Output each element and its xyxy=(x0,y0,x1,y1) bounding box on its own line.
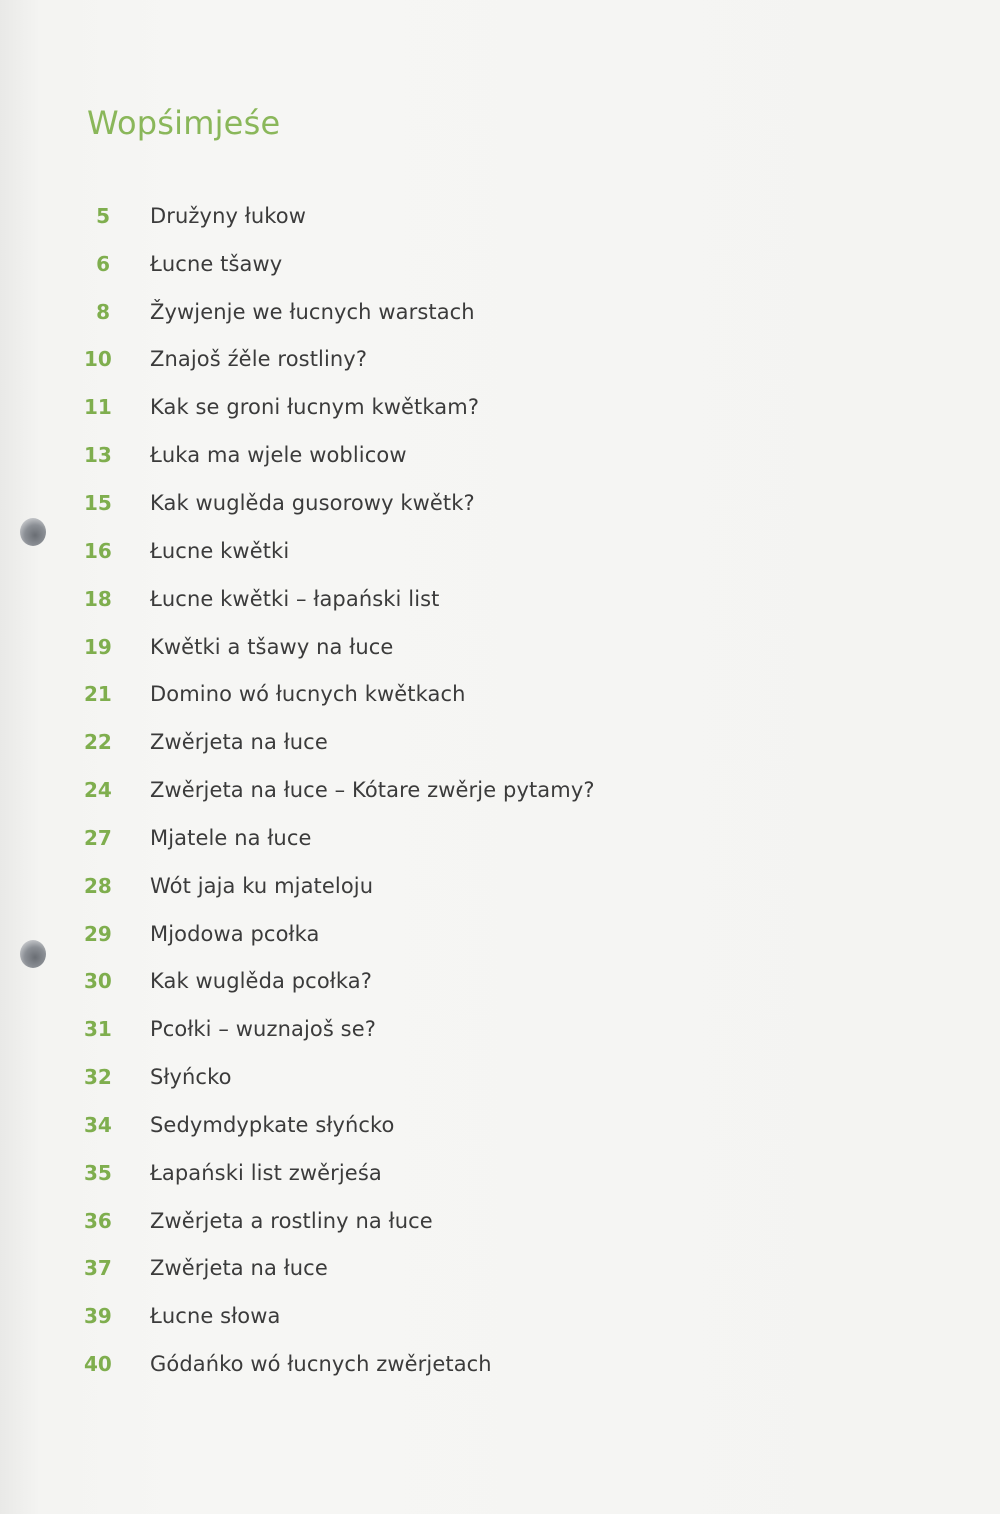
toc-entry xyxy=(0,575,1000,623)
toc-entry-title: Sedymdypkate słyńcko xyxy=(150,1112,395,1137)
toc-entry xyxy=(0,1005,1000,1053)
toc-entry-title: Zwěrjeta a rostliny na łuce xyxy=(150,1208,433,1233)
toc-entry xyxy=(0,336,1000,384)
toc-page-number xyxy=(0,1113,150,1137)
toc-entry-title: Łucne słowa xyxy=(150,1304,281,1329)
toc-page-number xyxy=(0,1065,150,1089)
toc-entry-title: Łucne kwětki xyxy=(150,538,290,563)
toc-page-number-text: 28 xyxy=(84,873,112,898)
toc-entry xyxy=(0,1340,1000,1388)
toc-entry xyxy=(0,431,1000,479)
toc-page-number-text: 29 xyxy=(84,921,112,946)
toc-entry-title: Žywjenje we łucnych warstach xyxy=(150,299,475,324)
toc-page-number xyxy=(0,682,150,706)
toc-page-number-text: 19 xyxy=(84,634,112,659)
toc-entry-title: Kak wuglěda gusorowy kwětk? xyxy=(150,490,475,515)
toc-entry xyxy=(0,1245,1000,1293)
toc-page-number xyxy=(0,778,150,802)
toc-entry xyxy=(0,1149,1000,1197)
toc-page-number-text: 6 xyxy=(96,251,110,276)
toc-page-number-text: 22 xyxy=(84,730,112,755)
toc-entry-title: Mjatele na łuce xyxy=(150,825,312,850)
toc-entry xyxy=(0,1101,1000,1149)
toc-entry xyxy=(0,910,1000,958)
toc-entry-title: Domino wó łucnych kwětkach xyxy=(150,682,466,707)
toc-page-number xyxy=(0,874,150,898)
toc-entry-title: Družyny łukow xyxy=(150,203,306,228)
toc-entry xyxy=(0,958,1000,1006)
toc-page-number-text: 11 xyxy=(84,395,112,420)
toc-entry-title: Wót jaja ku mjateloju xyxy=(150,873,374,898)
toc-page-number-text: 21 xyxy=(84,682,112,707)
toc-page-number xyxy=(0,1256,150,1280)
toc-entry xyxy=(0,1197,1000,1245)
toc-entry-title: Łuka ma wjele woblicow xyxy=(150,443,407,468)
toc-entry xyxy=(0,288,1000,336)
toc-page-number xyxy=(0,252,150,276)
toc-entry xyxy=(0,670,1000,718)
toc-page-number-text: 13 xyxy=(84,443,112,468)
toc-page-number-text: 31 xyxy=(84,1017,112,1042)
toc-page-number-text: 8 xyxy=(96,299,110,324)
toc-entry-title: Zwěrjeta na łuce – Kótare zwěrje pytamy? xyxy=(150,778,595,803)
toc-page-number xyxy=(0,539,150,563)
toc-page-number-text: 37 xyxy=(84,1256,112,1281)
toc-entry xyxy=(0,527,1000,575)
toc-entry-title: Łucne kwětki – łapański list xyxy=(150,586,440,611)
toc-page-number xyxy=(0,1017,150,1041)
toc-page-number xyxy=(0,730,150,754)
toc-entry-title: Kak se groni łucnym kwětkam? xyxy=(150,395,480,420)
toc-page-number xyxy=(0,826,150,850)
toc-entry xyxy=(0,623,1000,671)
toc-page-number-text: 5 xyxy=(96,203,110,228)
toc-page-number-text: 36 xyxy=(84,1208,112,1233)
toc-page-number xyxy=(0,443,150,467)
toc-page-number xyxy=(0,491,150,515)
toc-entry xyxy=(0,862,1000,910)
toc-entry-title: Zwěrjeta na łuce xyxy=(150,730,328,755)
toc-page-number xyxy=(0,969,150,993)
toc-page-number xyxy=(0,922,150,946)
toc-page-number xyxy=(0,347,150,371)
toc-entry-title: Znajoš źěle rostliny? xyxy=(150,347,368,372)
toc-page-number-text: 40 xyxy=(84,1352,112,1377)
toc-entry-title: Łucne tšawy xyxy=(150,251,283,276)
toc-entry-title: Pcołki – wuznajoš se? xyxy=(150,1017,376,1042)
toc-entry-title: Kwětki a tšawy na łuce xyxy=(150,634,394,659)
toc-page-number xyxy=(0,635,150,659)
toc-entry-title: Kak wuglěda pcołka? xyxy=(150,969,372,994)
toc-entry-title: Zwěrjeta na łuce xyxy=(150,1256,328,1281)
toc-page-number xyxy=(0,587,150,611)
toc-page-number-text: 24 xyxy=(84,778,112,803)
toc-entry xyxy=(0,383,1000,431)
toc-page-number xyxy=(0,1304,150,1328)
toc-page-number xyxy=(0,204,150,228)
toc-entry-title: Łapański list zwěrjeśa xyxy=(150,1160,382,1185)
toc-page-number-text: 34 xyxy=(84,1112,112,1137)
toc-entry xyxy=(0,766,1000,814)
toc-page-number-text: 15 xyxy=(84,490,112,515)
toc-page-number xyxy=(0,1161,150,1185)
toc-page-number-text: 10 xyxy=(84,347,112,372)
toc-page-number-text: 16 xyxy=(84,538,112,563)
toc-page-number xyxy=(0,1352,150,1376)
toc-page-number xyxy=(0,1209,150,1233)
toc-page-number-text: 35 xyxy=(84,1160,112,1185)
toc-entry xyxy=(0,479,1000,527)
toc-page-number-text: 30 xyxy=(84,969,112,994)
toc-entry xyxy=(0,1053,1000,1101)
toc-entry xyxy=(0,718,1000,766)
toc-entry xyxy=(0,1292,1000,1340)
toc-entry-title: Słyńcko xyxy=(150,1065,232,1090)
toc-page-number-text: 32 xyxy=(84,1065,112,1090)
toc-page-number xyxy=(0,300,150,324)
page-title: Wopśimjeśe xyxy=(87,104,281,142)
toc-page-number-text: 18 xyxy=(84,586,112,611)
toc-entry xyxy=(0,192,1000,240)
toc-page-number-text: 39 xyxy=(84,1304,112,1329)
toc-entry-title: Mjodowa pcołka xyxy=(150,921,320,946)
toc-entry-title: Gódańko wó łucnych zwěrjetach xyxy=(150,1352,492,1377)
toc-page-number xyxy=(0,395,150,419)
toc-entry xyxy=(0,240,1000,288)
toc-entry xyxy=(0,814,1000,862)
toc-page-number-text: 27 xyxy=(84,825,112,850)
table-of-contents xyxy=(0,192,1000,1388)
